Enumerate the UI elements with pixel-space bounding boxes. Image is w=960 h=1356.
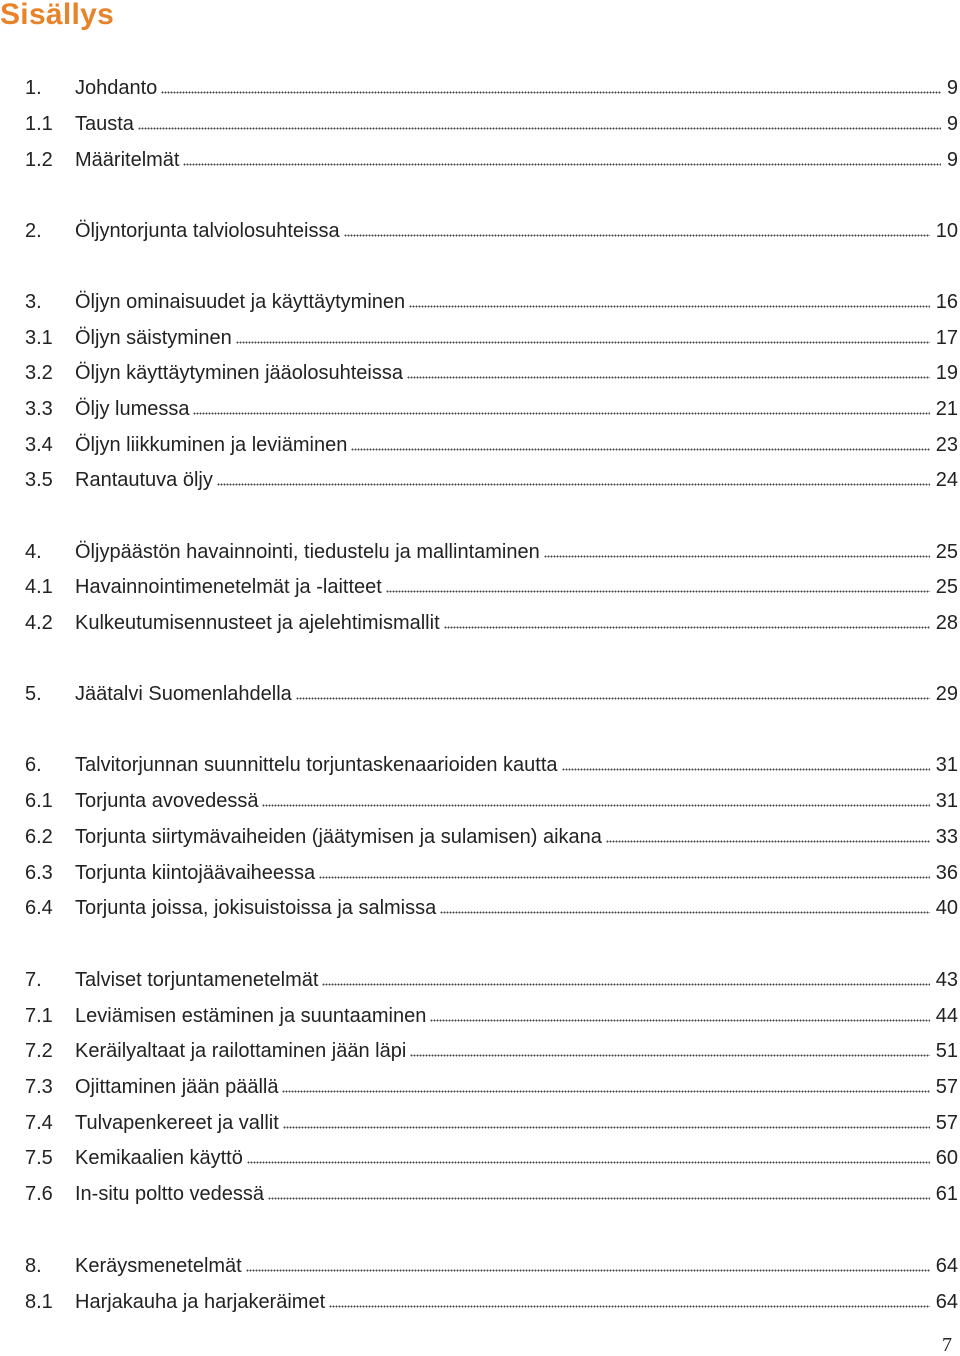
toc-entry-number: 1.2 (25, 149, 53, 171)
toc-entry-number: 7.5 (25, 1147, 53, 1169)
toc-entry[interactable] (25, 462, 958, 492)
toc-entry-number: 6. (25, 754, 42, 776)
toc-entry-number: 7. (25, 969, 42, 991)
toc-entry[interactable] (25, 1033, 958, 1063)
toc-entry[interactable] (25, 70, 958, 100)
toc-entry-label: Torjunta joissa, jokisuistoissa ja salmissa (75, 897, 437, 919)
toc-entry-label: Harjakauha ja harjakeräimet (75, 1291, 326, 1313)
toc-entry[interactable] (25, 106, 958, 136)
toc-entry[interactable] (25, 213, 958, 243)
toc-entry-number: 4. (25, 541, 42, 563)
toc-entry-label: Keräilyaltaat ja railottaminen jään läpi (75, 1040, 407, 1062)
toc-entry[interactable] (25, 605, 958, 635)
dot-leader (217, 482, 930, 486)
toc-entry-page: 64 (935, 1255, 958, 1277)
toc-entry[interactable] (25, 355, 958, 385)
toc-entry-number: 3.5 (25, 469, 53, 491)
toc-entry[interactable] (25, 1176, 958, 1206)
toc-entry-number: 7.2 (25, 1040, 53, 1062)
toc-entry-number: 6.1 (25, 790, 53, 812)
toc-entry-page: 24 (935, 469, 958, 491)
toc-entry-page: 51 (935, 1040, 958, 1062)
toc-entry-page: 36 (935, 862, 958, 884)
dot-leader (430, 1018, 929, 1022)
toc-entry[interactable] (25, 747, 958, 777)
page-number: 7 (942, 1334, 952, 1356)
toc-entry-label: Torjunta avovedessä (75, 790, 259, 812)
toc-entry[interactable] (25, 1248, 958, 1278)
toc-entry[interactable] (25, 427, 958, 457)
dot-leader (193, 411, 929, 415)
toc-entry[interactable] (25, 819, 958, 849)
toc-entry-page: 17 (935, 327, 958, 349)
toc-entry-label: Öljyntorjunta talviolosuhteissa (75, 220, 340, 242)
dot-leader (329, 1304, 930, 1308)
dot-leader (246, 1268, 930, 1272)
toc-entry-label: Määritelmät (75, 149, 180, 171)
dot-leader (247, 1160, 930, 1164)
toc-entry[interactable] (25, 391, 958, 421)
toc-entry-page: 43 (935, 969, 958, 991)
toc-entry-label: Ojittaminen jään päällä (75, 1076, 279, 1098)
toc-entry-page: 21 (935, 398, 958, 420)
toc-entry-number: 3.2 (25, 362, 53, 384)
toc-entry-number: 6.4 (25, 897, 53, 919)
toc-entry[interactable] (25, 1069, 958, 1099)
toc-entry-label: Jäätalvi Suomenlahdella (75, 683, 292, 705)
toc-entry-page: 9 (946, 113, 958, 135)
dot-leader (351, 447, 929, 451)
toc-entry-number: 7.3 (25, 1076, 53, 1098)
toc-entry-page: 25 (935, 541, 958, 563)
dot-leader (268, 1196, 930, 1200)
toc-entry-label: Öljyn ominaisuudet ja käyttäytyminen (75, 291, 406, 313)
toc-entry-page: 40 (935, 897, 958, 919)
dot-leader (562, 767, 930, 771)
toc-entry-page: 44 (935, 1005, 958, 1027)
toc-entry[interactable] (25, 998, 958, 1028)
toc-entry-page: 10 (935, 220, 958, 242)
toc-entry-label: Torjunta kiintojäävaiheessa (75, 862, 316, 884)
toc-entry[interactable] (25, 142, 958, 172)
toc-entry[interactable] (25, 320, 958, 350)
dot-leader (386, 589, 930, 593)
toc-entry-page: 9 (946, 77, 958, 99)
toc-entry-label: Tausta (75, 113, 134, 135)
dot-leader (236, 340, 930, 344)
dot-leader (606, 839, 930, 843)
dot-leader (322, 982, 929, 986)
toc-entry-label: Öljypäästön havainnointi, tiedustelu ja mallintaminen (75, 541, 540, 563)
toc-entry-number: 7.6 (25, 1183, 53, 1205)
toc-entry-page: 28 (935, 612, 958, 634)
dot-leader (344, 233, 930, 237)
toc-entry-page: 60 (935, 1147, 958, 1169)
toc-entry-label: Tulvapenkereet ja vallit (75, 1112, 279, 1134)
toc-entry-label: Öljy lumessa (75, 398, 190, 420)
toc-entry[interactable] (25, 534, 958, 564)
toc-entry-label: Johdanto (75, 77, 158, 99)
dot-leader (138, 126, 941, 130)
dot-leader (440, 910, 930, 914)
toc-entry-number: 6.2 (25, 826, 53, 848)
toc-entry-number: 4.2 (25, 612, 53, 634)
dot-leader (544, 554, 930, 558)
toc-entry-label: Öljyn käyttäytyminen jääolosuhteissa (75, 362, 403, 384)
toc-entry-label: Talviset torjuntamenetelmät (75, 969, 319, 991)
toc-entry[interactable] (25, 1284, 958, 1314)
toc-entry-number: 8.1 (25, 1291, 53, 1313)
toc-entry-number: 5. (25, 683, 42, 705)
toc-entry-page: 16 (935, 291, 958, 313)
toc-entry[interactable] (25, 890, 958, 920)
toc-entry-label: Öljyn liikkuminen ja leviäminen (75, 434, 348, 456)
dot-leader (183, 162, 940, 166)
toc-entry-label: Öljyn säistyminen (75, 327, 232, 349)
toc-entry-page: 33 (935, 826, 958, 848)
toc-entry-number: 8. (25, 1255, 42, 1277)
toc-entry[interactable] (25, 1105, 958, 1135)
toc-entry-page: 57 (935, 1076, 958, 1098)
toc-entry-page: 61 (935, 1183, 958, 1205)
dot-leader (262, 803, 929, 807)
dot-leader (319, 875, 930, 879)
dot-leader (283, 1125, 930, 1129)
toc-entry-number: 3.1 (25, 327, 53, 349)
toc-entry-label: Leviämisen estäminen ja suuntaaminen (75, 1005, 427, 1027)
toc-entry-page: 31 (935, 754, 958, 776)
toc-entry[interactable] (25, 783, 958, 813)
toc-entry-number: 7.4 (25, 1112, 53, 1134)
toc-entry[interactable] (25, 284, 958, 314)
toc-entry-page: 25 (935, 576, 958, 598)
toc-entry-label: Kemikaalien käyttö (75, 1147, 243, 1169)
toc-entry-number: 3.3 (25, 398, 53, 420)
dot-leader (282, 1089, 929, 1093)
toc-entry-number: 6.3 (25, 862, 53, 884)
toc-entry-number: 1. (25, 77, 42, 99)
toc-entry[interactable] (25, 855, 958, 885)
toc-entry-number: 3.4 (25, 434, 53, 456)
dot-leader (161, 90, 941, 94)
toc-entry-label: Keräysmenetelmät (75, 1255, 242, 1277)
toc-entry-label: Rantautuva öljy (75, 469, 213, 491)
toc-entry[interactable] (25, 962, 958, 992)
toc-entry-number: 3. (25, 291, 42, 313)
toc-entry-label: In-situ poltto vedessä (75, 1183, 264, 1205)
toc-entry[interactable] (25, 1140, 958, 1170)
toc-entry[interactable] (25, 569, 958, 599)
toc-entry-page: 64 (935, 1291, 958, 1313)
toc-entry-label: Havainnointimenetelmät ja -laitteet (75, 576, 382, 598)
toc-entry-page: 23 (935, 434, 958, 456)
toc-entry-label: Torjunta siirtymävaiheiden (jäätymisen ja sulamisen) aikana (75, 826, 602, 848)
dot-leader (296, 696, 930, 700)
toc-entry-page: 9 (946, 149, 958, 171)
toc-entry-page: 29 (935, 683, 958, 705)
toc-entry-label: Talvitorjunnan suunnittelu torjuntaskenaarioiden kautta (75, 754, 558, 776)
toc-entry-label: Kulkeutumisennusteet ja ajelehtimismallit (75, 612, 440, 634)
toc-entry-number: 7.1 (25, 1005, 53, 1027)
dot-leader (407, 375, 930, 379)
toc-entry-page: 19 (935, 362, 958, 384)
toc-entry-number: 1.1 (25, 113, 53, 135)
dot-leader (409, 304, 930, 308)
toc-entry[interactable] (25, 676, 958, 706)
toc-entry-number: 4.1 (25, 576, 53, 598)
dot-leader (410, 1053, 929, 1057)
dot-leader (444, 625, 930, 629)
toc-entry-page: 31 (935, 790, 958, 812)
toc-entry-number: 2. (25, 220, 42, 242)
page-title: Sisällys (0, 0, 115, 31)
toc-entry-page: 57 (935, 1112, 958, 1134)
